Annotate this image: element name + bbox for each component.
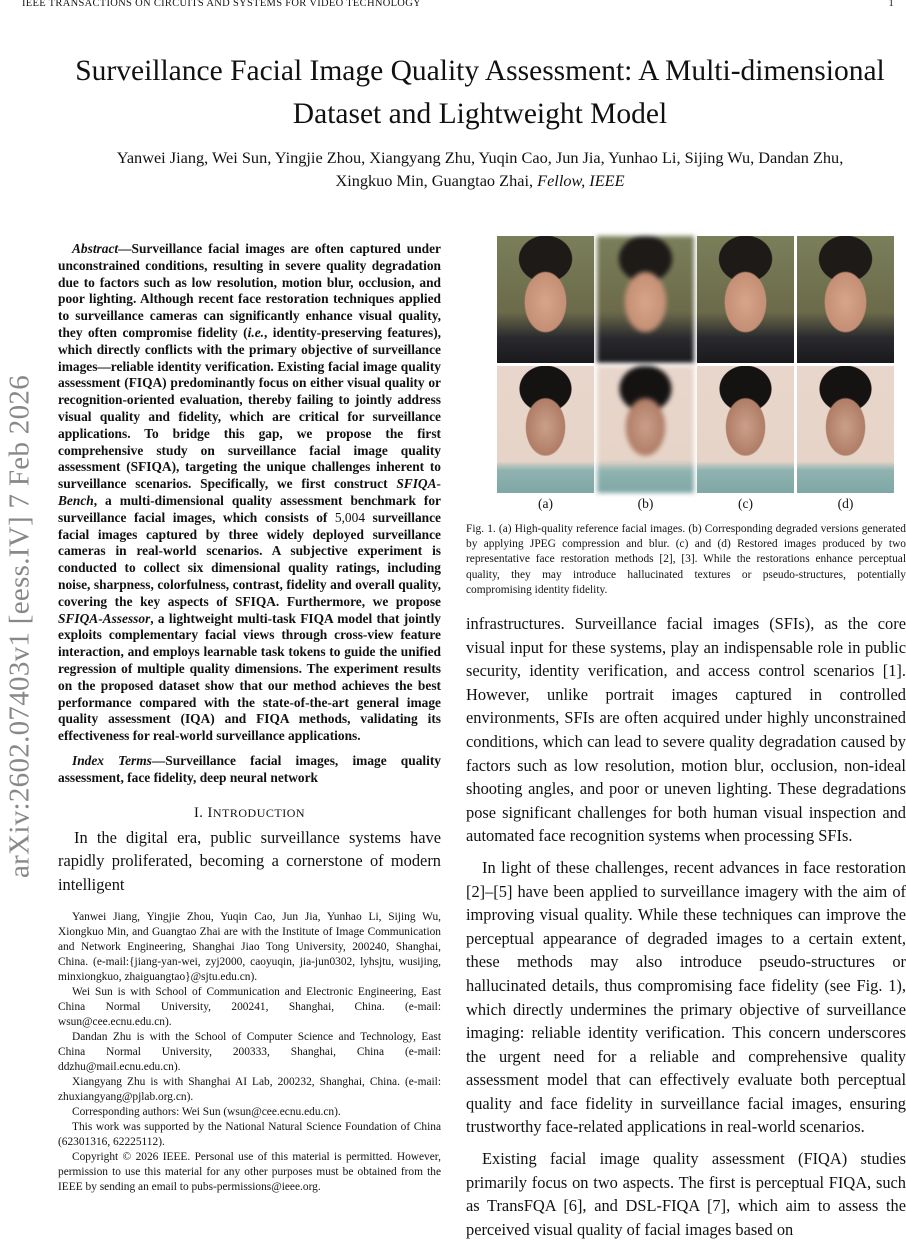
face-image-c-row1 [697,236,794,363]
running-header [22,0,894,9]
face-image-b-row2 [597,366,694,493]
face-image-d-row1 [797,236,894,363]
paper-title: Surveillance Facial Image Quality Assessment: A Multi-dimensional Dataset and Lightweight Model [75,55,885,130]
abstract-text: SFIQA-Bench [58,476,441,508]
face-image-a-row2 [497,366,594,493]
abstract-text: —Surveillance facial images are often captured under unconstrained conditions, resulting in severe quality degradation due to factors such as low resolution, motion blur, occlusion, and poor lighting. Although recent face restoration techniques applied to surveillance cameras can significantly enhance visual quality, they often compromise fidelity ( [58,241,441,340]
abstract-text: 5,004 [334,509,366,525]
footnote: Xiangyang Zhu is with Shanghai AI Lab, 200232, Shanghai, China. (e-mail: zhuxiangyang@pjlab.org.cn). [58,1076,441,1103]
section-title-initial: I [207,804,213,821]
body-paragraph: In light of these challenges, recent advances in face restoration [2]–[5] have been applied to surveillance imagery with the aim of improving visual quality. While these techniques can improve the perceptual appearance of degraded images to a certain extent, these methods may also introduce pseudo-structures or hallucinated details, thus compromising face fidelity (see Fig. 1), which directly undermines the primary objective of surveillance imaging: reliable identity verification. This concern underscores the urgent need for a reliable and comprehensive quality assessment model that can effectively evaluate both perceptual quality and face fidelity in surveillance facial images, ensuring trustworthy face-related applications in real-world scenarios. [466,857,906,1137]
subfigure-labels [497,496,895,512]
footnote: Yanwei Jiang, Yingjie Zhou, Yuqin Cao, Jun Jia, Yunhao Li, Sijing Wu, Xiongkuo Min, and Guangtao Zhai are with the Institute of Image Communication and Network Engineering, Shanghai Jiao Tong University, 200240, Shanghai, China. (e-mail:{jiang-yan-wei, zyj2000, caoyuqin, jia-jun0302, lyhsjtu, wusijing, minxiongkuo, zhaiguangtao}@sjtu.edu.cn). [58,911,441,983]
face-image-b-row1 [597,236,694,363]
subfigure-label: (b) [637,496,654,511]
journal-name: IEEE TRANSACTIONS ON CIRCUITS AND SYSTEMS FOR VIDEO TECHNOLOGY [22,0,421,9]
footnotes [58,910,441,1195]
figure-caption: Fig. 1. (a) High-quality reference facial images. (b) Corresponding degraded versions generated by applying JPEG compression and blur. (c) and (d) Restored images produced by two representative face restoration methods [2], [3]. While the restorations enhance perceptual quality, they may introduce hallucinated textures or pseudo-structures, potentially compromising identity fidelity. [466,523,906,596]
subfigure-label: (d) [837,496,854,511]
footnote: Wei Sun is with School of Communication and Electronic Engineering, East China Normal University, 200241, Shanghai, China. (e-mail: wsun@cee.ecnu.edu.cn). [58,986,441,1028]
abstract-text: , a lightweight multi-task FIQA model that jointly exploits complementary facial views through cross-view feature interaction, and employs learnable task tokens to guide the unified regression of multiple quality dimensions. The experiment results on the proposed dataset show that our method achieves the best performance compared with the state-of-the-art general image quality assessment (IQA) and FIQA methods, validating its effectiveness for real-world surveillance applications. [58,610,441,744]
body-paragraph: Existing facial image quality assessment (FIQA) studies primarily focus on two aspects. The first is perceptual FIQA, such as TransFQA [6], and DSL-FIQA [7], which aim to assess the perceived visual quality of facial images based on [466,1149,906,1239]
abstract-text: surveillance facial images captured by three widely deployed surveillance cameras in real-world scenarios. A subjective experiment is conducted to collect six dimensional quality ratings, including noise, sharpness, colorfulness, contrast, fidelity and overall quality, covering the key aspects of SFIQA. Furthermore, we propose [58,509,441,609]
footnote: This work was supported by the National Natural Science Foundation of China (62301316, 62225112). [58,1121,441,1148]
figure-1 [497,236,895,512]
index-terms [58,753,441,787]
footnote: Copyright © 2026 IEEE. Personal use of this material is permitted. However, permission to use this material for any other purposes must be obtained from the IEEE by sending an email to pubs-permissions@ieee.org. [58,1151,441,1193]
subfigure-label: (a) [538,496,553,511]
abstract-text: , identity-preserving features), which directly conflicts with the primary objective of surveillance images—reliable identity verification. Existing facial image quality assessment (FIQA) predominantly focus on either visual quality or recognition-oriented evaluation, thereby failing to jointly address visual quality and fidelity, which are critical for surveillance applications. To bridge this gap, we propose the first comprehensive study on surveillance facial image quality assessment (SFIQA), targeting the unique challenges inherent to surveillance scenarios. Specifically, we first construct [58,324,442,492]
author-names: Yanwei Jiang, Wei Sun, Yingjie Zhou, Xiangyang Zhu, Yuqin Cao, Jun Jia, Yunhao Li, Sijing Wu, Dandan Zhu, Xingkuo Min, Guangtao Zhai, [116,148,844,190]
face-image-d-row2 [797,366,894,493]
subfigure-label: (c) [738,496,753,511]
section-title-rest: NTRODUCTION [212,805,306,820]
figure-image-grid [497,236,895,493]
abstract-text: i.e. [247,324,264,340]
abstract-text: SFIQA-Assessor [58,610,151,626]
left-column [58,236,441,896]
author-suffix: Fellow, IEEE [537,171,625,190]
page-number: 1 [888,0,894,9]
author-list [100,146,860,192]
intro-paragraph: In the digital era, public surveillance systems have rapidly proliferated, becoming a cornerstone of modern intelligent [58,827,441,894]
section-heading [58,805,441,822]
body-paragraph: infrastructures. Surveillance facial images (SFIs), as the core visual input for these systems, play an indispensable role in public security, identity verification, and access control scenarios [1]. However, unlike portrait images captured in controlled environments, SFIs are often acquired under highly unconstrained conditions, which can lead to severe quality degradation caused by factors such as low resolution, motion blur, occlusion, non-ideal shooting angles, and poor or uneven lighting. These degradations pose significant challenges for both human visual inspection and automated face recognition systems when processing SFIs. [466,614,906,846]
abstract-text: , a multi-dimensional quality assessment benchmark for surveillance facial images, which consists of [58,492,441,525]
arxiv-identifier: arXiv:2602.07403v1 [eess.IV] 7 Feb 2026 [3,375,36,879]
index-terms-label: Index Terms [72,752,152,768]
abstract [58,241,441,745]
abstract-label: Abstract [72,241,119,256]
index-terms-text: —Surveillance facial images, image quality assessment, face fidelity, deep neural network [58,752,441,785]
footnote: Dandan Zhu is with the School of Computer Science and Technology, East China Normal University, 200333, Shanghai, China (e-mail: ddzhu@mail.ecnu.edu.cn). [58,1031,441,1073]
right-column [466,236,906,1241]
face-image-a-row1 [497,236,594,363]
section-number: I. [193,804,204,821]
right-body [466,612,906,1241]
footnote: Corresponding authors: Wei Sun (wsun@cee.ecnu.edu.cn). [72,1106,341,1118]
face-image-c-row2 [697,366,794,493]
